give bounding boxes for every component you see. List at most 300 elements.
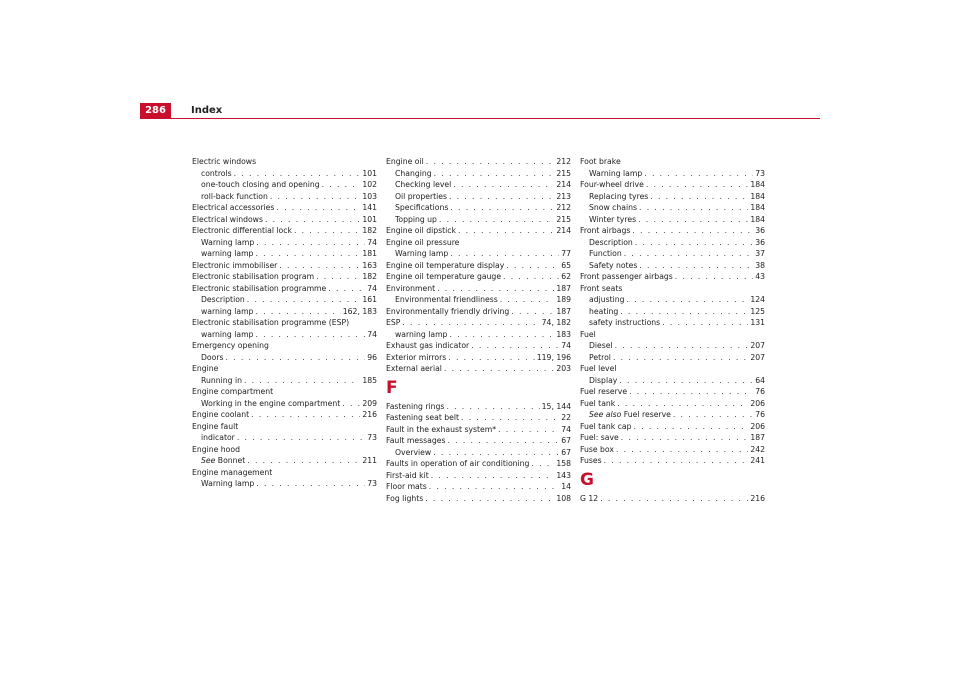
- entry-text: Fuel: [580, 329, 596, 339]
- index-entry: [192, 271, 377, 283]
- index-column-3: [580, 156, 765, 504]
- entry-text: Engine oil temperature display: [386, 260, 505, 270]
- index-subentry: [192, 329, 377, 341]
- entry-page-ref: 184: [750, 214, 765, 224]
- entry-term: [192, 168, 232, 180]
- dot-leader: [425, 493, 554, 505]
- entry-text: Engine coolant: [192, 410, 250, 419]
- entry-text: warning lamp: [201, 249, 254, 258]
- dot-leader: [458, 225, 554, 237]
- entry-text: roll-back function: [201, 191, 268, 201]
- index-subentry: [580, 306, 765, 318]
- index-entry: [386, 156, 571, 168]
- entry-text: Display: [589, 375, 618, 385]
- entry-text: Petrol: [589, 352, 611, 362]
- entry-term: [192, 191, 268, 203]
- index-entry: [386, 412, 571, 424]
- index-entry: [386, 225, 571, 237]
- dot-leader: [265, 214, 360, 226]
- entry-text: ESP: [386, 318, 401, 327]
- entry-page-ref: 103: [362, 191, 377, 201]
- dot-leader: [402, 317, 539, 329]
- entry-text: adjusting: [589, 295, 625, 304]
- index-subentry: [580, 214, 765, 226]
- entry-text: Checking level: [395, 180, 452, 189]
- entry-text: safety instructions: [589, 318, 661, 327]
- entry-text: Electrical windows: [192, 214, 263, 224]
- entry-page-ref: 67: [561, 436, 571, 445]
- entry-text: Electronic immobiliser: [192, 260, 278, 270]
- cross-reference-prefix: See: [201, 456, 216, 465]
- dot-leader: [604, 455, 749, 467]
- entry-text: Engine oil pressure: [386, 237, 460, 247]
- entry-page-ref: 101: [362, 168, 377, 178]
- index-entry: [580, 283, 765, 295]
- dot-leader: [316, 271, 360, 283]
- entry-text: Emergency opening: [192, 341, 269, 350]
- index-entry: [386, 352, 571, 364]
- entry-term: [192, 214, 263, 226]
- index-entry: [192, 156, 377, 168]
- index-entry: [192, 214, 377, 226]
- entry-page-ref: 216: [362, 410, 377, 419]
- entry-term: [192, 386, 273, 398]
- entry-page-ref: 62: [561, 272, 571, 281]
- entry-page-ref: 182: [362, 272, 377, 281]
- entry-page-ref: 214: [556, 180, 571, 189]
- index-letter-heading: G: [580, 469, 594, 490]
- entry-text: Running in: [201, 375, 242, 385]
- dot-leader: [506, 260, 559, 272]
- entry-text: Warning lamp: [201, 479, 255, 488]
- entry-page-ref: 108: [556, 493, 571, 503]
- dot-leader: [615, 340, 749, 352]
- index-entry: [386, 401, 571, 413]
- dot-leader: [426, 156, 555, 168]
- index-entry: [386, 481, 571, 493]
- entry-term: [386, 260, 504, 272]
- dot-leader: [322, 179, 361, 191]
- dot-leader: [619, 375, 753, 387]
- entry-page-ref: 74: [367, 329, 377, 339]
- entry-page-ref: 74: [367, 237, 377, 247]
- index-subentry: [580, 168, 765, 180]
- index-entry: [192, 363, 377, 375]
- entry-term: [580, 409, 671, 421]
- entry-text: Engine oil temperature gauge: [386, 272, 502, 281]
- entry-page-ref: 241: [750, 456, 765, 465]
- index-subentry: [192, 432, 377, 444]
- dot-leader: [449, 329, 554, 341]
- dot-leader: [613, 352, 748, 364]
- index-entry: [580, 329, 765, 341]
- index-entry: [580, 179, 765, 191]
- dot-leader: [500, 294, 555, 306]
- entry-term: [386, 237, 459, 249]
- entry-term: [580, 340, 613, 352]
- entry-term: [580, 271, 673, 283]
- entry-page-ref: 211: [362, 456, 377, 465]
- index-subentry: [386, 214, 571, 226]
- entry-text: Front airbags: [580, 226, 631, 235]
- dot-leader: [450, 248, 559, 260]
- entry-text: Engine compartment: [192, 387, 274, 396]
- entry-page-ref: 189: [556, 295, 571, 304]
- entry-text: Engine fault: [192, 421, 239, 431]
- entry-page-ref: 141: [362, 203, 377, 212]
- dot-leader: [617, 398, 748, 410]
- index-subentry: [580, 237, 765, 249]
- entry-page-ref: 212: [556, 157, 571, 166]
- entry-term: [386, 248, 448, 260]
- entry-term: [580, 179, 644, 191]
- entry-text: Exhaust gas indicator: [386, 341, 470, 350]
- entry-text: Engine: [192, 364, 219, 373]
- entry-page-ref: 38: [755, 260, 765, 270]
- entry-page-ref: 183: [556, 329, 571, 339]
- entry-text: Engine management: [192, 467, 273, 477]
- entry-term: [192, 179, 320, 191]
- entry-term: [580, 260, 637, 272]
- index-entry: [192, 340, 377, 352]
- entry-text: Function: [589, 249, 622, 258]
- index-entry: [580, 493, 765, 505]
- page-number: 286: [140, 103, 171, 119]
- dot-leader: [673, 409, 753, 421]
- entry-term: [386, 225, 456, 237]
- page-title: Index: [191, 105, 223, 116]
- entry-text: warning lamp: [201, 329, 254, 339]
- entry-page-ref: 36: [755, 237, 765, 247]
- dot-leader: [621, 432, 749, 444]
- dot-leader: [429, 481, 559, 493]
- entry-term: [580, 386, 627, 398]
- entry-text: Bonnet: [217, 456, 246, 465]
- entry-term: [580, 225, 630, 237]
- entry-term: [386, 447, 431, 459]
- entry-term: [192, 260, 277, 272]
- dot-leader: [453, 179, 554, 191]
- entry-term: [192, 432, 235, 444]
- entry-text: Fuel reserve: [623, 410, 671, 419]
- entry-term: [386, 412, 459, 424]
- entry-text: Snow chains: [589, 203, 638, 212]
- dot-leader: [342, 398, 360, 410]
- dot-leader: [498, 424, 559, 436]
- dot-leader: [634, 421, 749, 433]
- entry-text: Fuel: save: [580, 433, 619, 442]
- index-subentry: [580, 340, 765, 352]
- dot-leader: [433, 447, 559, 459]
- index-subentry: [192, 375, 377, 387]
- entry-text: Warning lamp: [201, 237, 255, 247]
- index-subentry: [192, 478, 377, 490]
- entry-text: Fastening seat belt: [386, 413, 460, 422]
- entry-term: [386, 340, 469, 352]
- dot-leader: [635, 237, 753, 249]
- entry-term: [580, 294, 625, 306]
- entry-text: Engine oil dipstick: [386, 226, 456, 235]
- entry-term: [580, 352, 611, 364]
- entry-text: Environment: [386, 283, 436, 293]
- entry-text: Fastening rings: [386, 401, 445, 411]
- entry-term: [580, 214, 636, 226]
- entry-term: [386, 424, 496, 436]
- index-entry: [580, 225, 765, 237]
- entry-page-ref: 187: [556, 283, 571, 293]
- dot-leader: [437, 283, 554, 295]
- dot-leader: [237, 432, 365, 444]
- entry-text: warning lamp: [201, 306, 254, 316]
- entry-term: [192, 156, 256, 168]
- entry-page-ref: 184: [750, 180, 765, 189]
- index-entry: [580, 386, 765, 398]
- dot-leader: [624, 248, 754, 260]
- entry-term: [580, 283, 622, 295]
- entry-term: [386, 435, 445, 447]
- entry-page-ref: 203: [556, 364, 571, 373]
- entry-page-ref: 102: [362, 180, 377, 189]
- entry-term: [386, 470, 429, 482]
- index-entry: [386, 260, 571, 272]
- dot-leader: [450, 202, 554, 214]
- dot-leader: [448, 352, 535, 364]
- entry-term: [192, 306, 253, 318]
- index-column-1: [192, 156, 377, 490]
- index-subentry: [386, 191, 571, 203]
- entry-term: [192, 467, 272, 479]
- entry-page-ref: 162, 183: [342, 306, 377, 316]
- index-subentry: [580, 248, 765, 260]
- entry-text: Electronic stabilisation program: [192, 272, 315, 281]
- index-entry: [580, 444, 765, 456]
- entry-text: Winter tyres: [589, 214, 637, 224]
- index-subentry: [192, 191, 377, 203]
- index-letter-heading: F: [386, 377, 398, 398]
- entry-text: heating: [589, 306, 619, 316]
- index-entry: [192, 467, 377, 479]
- entry-term: [386, 179, 451, 191]
- entry-page-ref: 73: [367, 479, 377, 488]
- index-entry: [580, 363, 765, 375]
- dot-leader: [255, 306, 340, 318]
- index-entry: [192, 421, 377, 433]
- index-subentry: [580, 260, 765, 272]
- index-subentry: [386, 202, 571, 214]
- entry-term: [192, 444, 240, 456]
- dot-leader: [447, 435, 559, 447]
- entry-term: [192, 225, 292, 237]
- dot-leader: [600, 493, 748, 505]
- entry-term: [580, 398, 615, 410]
- index-subentry: [192, 248, 377, 260]
- index-entry: [192, 225, 377, 237]
- dot-leader: [226, 352, 366, 364]
- entry-text: Electrical accessories: [192, 203, 275, 212]
- entry-term: [386, 401, 444, 413]
- entry-term: [580, 455, 602, 467]
- index-subentry: [386, 248, 571, 260]
- entry-term: [580, 237, 633, 249]
- index-entry: [580, 271, 765, 283]
- index-entry: [386, 424, 571, 436]
- header-rule: [140, 118, 820, 119]
- entry-text: Fault messages: [386, 436, 446, 445]
- entry-page-ref: 64: [755, 375, 765, 385]
- dot-leader: [234, 168, 361, 180]
- entry-term: [386, 493, 423, 505]
- entry-term: [386, 271, 501, 283]
- entry-page-ref: 215: [556, 168, 571, 178]
- entry-page-ref: 181: [362, 249, 377, 258]
- entry-term: [192, 317, 349, 329]
- entry-term: [386, 214, 437, 226]
- dot-leader: [449, 191, 554, 203]
- dot-leader: [328, 283, 365, 295]
- entry-text: Environmental friendliness: [395, 295, 498, 304]
- index-subentry: [192, 306, 377, 318]
- index-subentry: [192, 237, 377, 249]
- index-entry: [580, 421, 765, 433]
- dot-leader: [646, 179, 748, 191]
- entry-term: [192, 271, 314, 283]
- entry-text: Changing: [395, 168, 432, 178]
- entry-page-ref: 207: [750, 341, 765, 350]
- dot-leader: [247, 455, 360, 467]
- dot-leader: [650, 191, 748, 203]
- dot-leader: [279, 260, 360, 272]
- entry-text: Replacing tyres: [589, 191, 649, 201]
- index-subentry: [580, 375, 765, 387]
- entry-page-ref: 74: [367, 283, 377, 293]
- entry-term: [192, 237, 254, 249]
- entry-page-ref: 161: [362, 295, 377, 304]
- entry-page-ref: 101: [362, 214, 377, 224]
- entry-text: Front seats: [580, 283, 623, 293]
- dot-leader: [444, 363, 554, 375]
- entry-text: Faults in operation of air conditioning: [386, 459, 530, 468]
- entry-text: Description: [201, 295, 245, 304]
- dot-leader: [629, 386, 753, 398]
- dot-leader: [627, 294, 749, 306]
- entry-page-ref: 143: [556, 470, 571, 480]
- entry-page-ref: 158: [556, 459, 571, 468]
- index-entry: [386, 435, 571, 447]
- index-entry: [386, 271, 571, 283]
- entry-text: Overview: [395, 447, 432, 457]
- entry-text: Fault in the exhaust system*: [386, 424, 497, 434]
- entry-term: [192, 455, 245, 467]
- index-entry: [580, 432, 765, 444]
- entry-term: [580, 375, 617, 387]
- dot-leader: [294, 225, 360, 237]
- entry-page-ref: 185: [362, 375, 377, 385]
- entry-page-ref: 77: [561, 249, 571, 258]
- dot-leader: [639, 260, 753, 272]
- index-entry: [192, 260, 377, 272]
- entry-text: Fog lights: [386, 493, 424, 503]
- dot-leader: [270, 191, 360, 203]
- entry-page-ref: 76: [755, 410, 765, 419]
- entry-text: Fuses: [580, 456, 602, 465]
- dot-leader: [251, 409, 360, 421]
- index-entry: [580, 156, 765, 168]
- entry-term: [192, 294, 245, 306]
- index-entry: [192, 317, 377, 329]
- entry-term: [386, 283, 435, 295]
- entry-term: [192, 375, 242, 387]
- index-subentry: [580, 202, 765, 214]
- entry-text: Description: [589, 237, 633, 247]
- dot-leader: [639, 202, 748, 214]
- dot-leader: [511, 306, 554, 318]
- index-entry: [192, 386, 377, 398]
- dot-leader: [531, 458, 554, 470]
- entry-page-ref: 67: [561, 447, 571, 457]
- entry-text: controls: [201, 168, 232, 178]
- entry-text: Topping up: [395, 214, 437, 224]
- dot-leader: [638, 214, 748, 226]
- entry-term: [580, 317, 660, 329]
- entry-page-ref: 187: [750, 433, 765, 442]
- dot-leader: [644, 168, 753, 180]
- entry-text: Warning lamp: [395, 249, 449, 258]
- entry-text: one-touch closing and opening: [201, 180, 320, 189]
- entry-text: Diesel: [589, 341, 613, 350]
- entry-text: Electronic differential lock: [192, 226, 292, 235]
- index-subentry: [192, 398, 377, 410]
- index-entry: [386, 363, 571, 375]
- index-subentry: [192, 352, 377, 364]
- index-subentry: [386, 179, 571, 191]
- entry-term: [386, 156, 424, 168]
- index-entry: [580, 398, 765, 410]
- entry-page-ref: 206: [750, 398, 765, 408]
- entry-page-ref: 182: [362, 226, 377, 235]
- entry-text: Fuel reserve: [580, 387, 628, 396]
- entry-page-ref: 76: [755, 387, 765, 396]
- dot-leader: [503, 271, 559, 283]
- entry-term: [580, 248, 622, 260]
- dot-leader: [632, 225, 753, 237]
- dot-leader: [434, 168, 555, 180]
- entry-page-ref: 206: [750, 421, 765, 431]
- page-header: [140, 103, 820, 119]
- index-subentry: [386, 329, 571, 341]
- entry-term: [386, 306, 509, 318]
- cross-reference-prefix: See also: [589, 410, 622, 419]
- entry-term: [192, 478, 254, 490]
- dot-leader: [616, 444, 748, 456]
- entry-page-ref: 214: [556, 226, 571, 235]
- entry-term: [192, 363, 218, 375]
- entry-page-ref: 212: [556, 203, 571, 212]
- dot-leader: [620, 306, 748, 318]
- entry-term: [580, 156, 621, 168]
- entry-text: Front passenger airbags: [580, 272, 673, 281]
- entry-term: [386, 363, 442, 375]
- entry-term: [386, 202, 448, 214]
- dot-leader: [446, 401, 539, 413]
- entry-term: [192, 283, 326, 295]
- entry-term: [580, 444, 614, 456]
- index-entry: [386, 470, 571, 482]
- index-subentry: [192, 179, 377, 191]
- index-entry: [580, 455, 765, 467]
- entry-term: [580, 329, 596, 341]
- entry-text: Working in the engine compartment: [201, 398, 341, 408]
- entry-text: Engine hood: [192, 444, 240, 454]
